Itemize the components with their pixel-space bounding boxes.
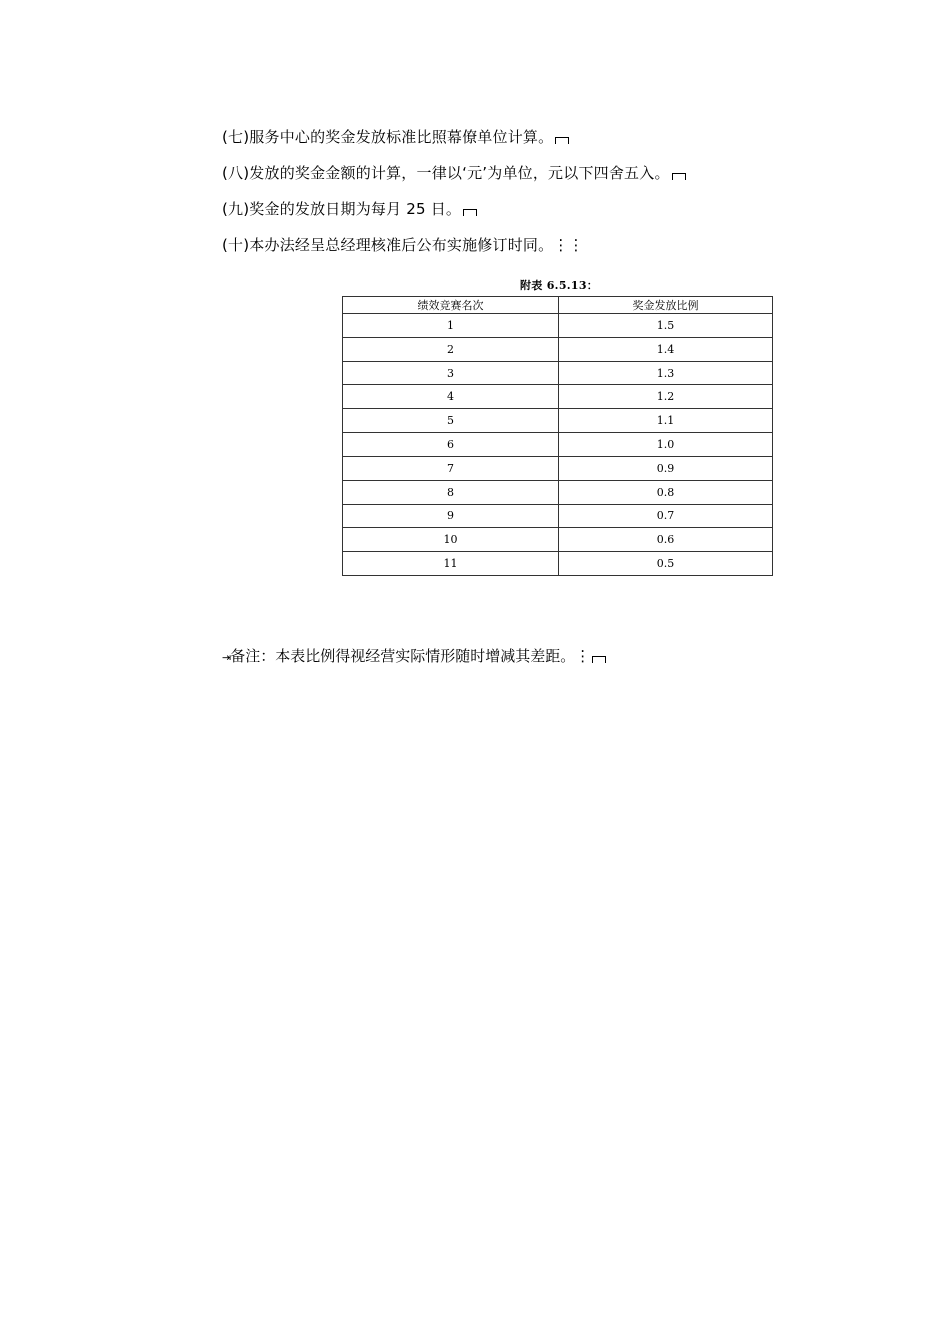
paragraph-suffix: ⋮⋮ [553, 236, 584, 254]
ratio-cell: 0.5 [559, 552, 773, 576]
table-row [343, 456, 773, 480]
table-row [343, 480, 773, 504]
paragraph-item-9 [222, 200, 477, 218]
table-row [343, 314, 773, 338]
paragraph-text: (九)奖金的发放日期为每月 25 日。 [222, 200, 462, 218]
table-row [343, 504, 773, 528]
paragraph-end-mark [463, 209, 477, 216]
table-caption: 附表 6.5.13： [520, 279, 599, 292]
table-row [343, 433, 773, 457]
ratio-cell: 1.3 [559, 361, 773, 385]
table-row [343, 552, 773, 576]
rank-cell: 2 [343, 337, 559, 361]
rank-cell: 9 [343, 504, 559, 528]
ratio-cell: 0.7 [559, 504, 773, 528]
table-row [343, 337, 773, 361]
table-row [343, 409, 773, 433]
rank-cell: 5 [343, 409, 559, 433]
rank-cell: 6 [343, 433, 559, 457]
ratio-cell: 0.9 [559, 456, 773, 480]
paragraph-item-7 [222, 128, 569, 146]
table-note [222, 647, 606, 667]
paragraph-end-mark [555, 137, 569, 144]
paragraph-item-10 [222, 236, 584, 254]
table-row [343, 385, 773, 409]
table-header-row [343, 297, 773, 314]
paragraph-end-mark [672, 173, 686, 180]
note-text: 备注：本表比例得视经营实际情形随时增减其差距。⋮ [230, 647, 591, 665]
rank-cell: 8 [343, 480, 559, 504]
ratio-cell: 1.2 [559, 385, 773, 409]
header-rank: 绩效竞赛名次 [343, 297, 559, 314]
ratio-cell: 1.1 [559, 409, 773, 433]
bonus-ratio-table [342, 296, 773, 576]
table-row [343, 361, 773, 385]
rank-cell: 11 [343, 552, 559, 576]
rank-cell: 1 [343, 314, 559, 338]
paragraph-item-8 [222, 164, 686, 182]
paragraph-text: (七)服务中心的奖金发放标准比照幕僚单位计算。 [222, 128, 554, 146]
rank-cell: 10 [343, 528, 559, 552]
header-ratio: 奖金发放比例 [559, 297, 773, 314]
ratio-cell: 0.8 [559, 480, 773, 504]
rank-cell: 4 [343, 385, 559, 409]
ratio-cell: 1.0 [559, 433, 773, 457]
ratio-cell: 0.6 [559, 528, 773, 552]
paragraph-end-mark [592, 656, 606, 663]
note-prefix: ⇥ [222, 651, 231, 664]
rank-cell: 7 [343, 456, 559, 480]
ratio-cell: 1.5 [559, 314, 773, 338]
table-row [343, 528, 773, 552]
ratio-cell: 1.4 [559, 337, 773, 361]
paragraph-text: (十)本办法经呈总经理核准后公布实施修订时同。 [222, 236, 554, 254]
rank-cell: 3 [343, 361, 559, 385]
paragraph-text: (八)发放的奖金金额的计算，一律以‘元’为单位，元以下四舍五入。 [222, 164, 670, 182]
